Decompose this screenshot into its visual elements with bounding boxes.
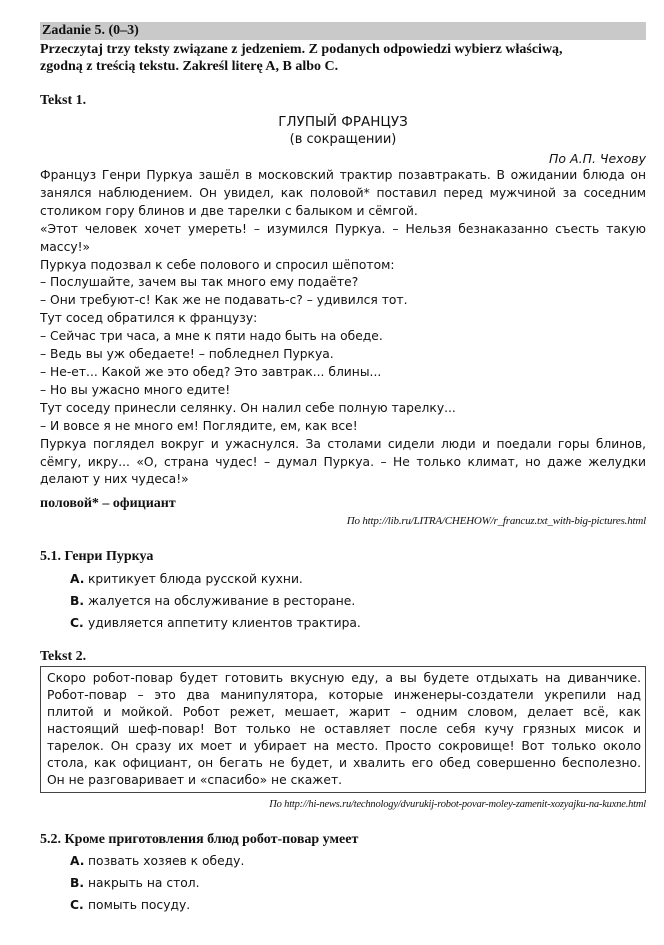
text1-label: Tekst 1. — [40, 93, 87, 108]
instruction-line: zgodną z treścią tekstu. Zakreśl literę A, B albo C. — [40, 59, 339, 74]
option-text: позвать хозяев к обеду. — [88, 854, 245, 869]
option-letter: A. — [70, 854, 85, 869]
option-letter: A. — [70, 572, 85, 587]
text2-line: Он не разговаривает и «спасибо» не скажет. — [47, 773, 343, 788]
option-a[interactable] — [70, 568, 646, 590]
exam-page — [40, 22, 646, 916]
option-letter: B. — [70, 876, 85, 891]
question-5-2-title: 5.2. Кроме приготовления блюд робот-повар умеет — [40, 832, 359, 848]
text1-title: ГЛУПЫЙ ФРАНЦУЗ — [278, 114, 408, 130]
text1-line: – И вовсе я не много ем! Поглядите, ем, как все! — [40, 418, 358, 433]
text1-line: Тут сосед обратился к французу: — [40, 311, 258, 326]
text1-line: «Этот человек хочет умереть! – изумился Пуркуа. – Нельзя безнаказанно съесть такую — [40, 221, 646, 236]
text1-line: сёмгу, икру... «О, страна чудес! – думал Пуркуа. – Не только климат, но даже желудки — [40, 454, 646, 469]
option-letter: B. — [70, 594, 85, 609]
task-header: Zadanie 5. (0–3) — [40, 22, 646, 40]
question-5-1-title: 5.1. Генри Пуркуа — [40, 549, 154, 565]
option-c[interactable] — [70, 612, 646, 634]
text2-line: настоящий шеф-повар! Вот только не оставляет после себя кучу грязных мисок и — [47, 722, 641, 737]
option-letter: C. — [70, 616, 84, 631]
text2-line: Робот-повар – это два манипулятора, которые инженеры-создатели укрепили над — [47, 688, 641, 703]
text1-line: Пуркуа поглядел вокруг и ужаснулся. За столами сидели люди и поедали горы блинов, — [40, 436, 646, 451]
question-5-1-options — [40, 568, 646, 634]
instruction-line: Przeczytaj trzy teksty związane z jedzeniem. Z podanych odpowiedzi wybierz właściwą, — [40, 42, 563, 57]
text1-author: По А.П. Чехову — [549, 151, 646, 166]
text2-box — [40, 666, 646, 793]
text1-line: – Они требуют-с! Как же не подавать-с? – удивился тот. — [40, 293, 408, 308]
option-text: удивляется аппетиту клиентов трактира. — [88, 616, 361, 631]
option-text: помыть посуду. — [88, 898, 191, 913]
option-text: жалуется на обслуживание в ресторане. — [88, 594, 356, 609]
text1-line: столиком гору блинов и две тарелки с балыком и сёмгой. — [40, 203, 418, 218]
question-5-2-options — [40, 850, 646, 916]
text1-line: – Послушайте, зачем вы так много ему подаёте? — [40, 275, 359, 290]
text1-footnote: половой* – официант — [40, 496, 176, 512]
text1-line: – Не-ет... Какой же это обед? Это завтрак... блины... — [40, 364, 382, 379]
task-instruction — [40, 41, 646, 75]
text1-line: Пуркуа подозвал к себе полового и спросил шёпотом: — [40, 257, 395, 272]
text1-line: занялся наблюдением. Он увидел, как половой* поставил перед мужчиной за соседним — [40, 185, 646, 200]
text1-line: – Ведь вы уж обедаете! – побледнел Пуркуа. — [40, 347, 334, 362]
option-letter: C. — [70, 898, 84, 913]
option-b[interactable] — [70, 872, 646, 894]
text2-line: плитой и мойкой. Робот режет, мешает, жарит – одним словом, делает всё, как — [47, 705, 641, 720]
text1-body — [40, 167, 646, 489]
text1-line: массу!» — [40, 239, 91, 254]
text1-source: По http://lib.ru/LITRA/CHEHOW/r_francuz.txt_with-big-pictures.html — [346, 515, 646, 528]
text1-line: – Сейчас три часа, а мне к пяти надо быть на обеде. — [40, 329, 383, 344]
option-text: накрыть на стол. — [88, 876, 200, 891]
text2-line: стола, как официант, он бегать не будет, и хвалить его обед совершенно бесполезно. — [47, 756, 641, 771]
text1-subtitle: (в сокращении) — [289, 132, 397, 147]
text2-source: По http://hi-news.ru/technology/dvurukij-robot-povar-moley-zamenit-xozyajku-na-kuxne.html — [269, 799, 646, 811]
text2-line: тарелок. Он сразу их моет и убирает на место. Просто сокровище! Вот только около — [47, 739, 641, 754]
text1-line: – Но вы ужасно много едите! — [40, 382, 231, 397]
text2-label: Tekst 2. — [40, 649, 87, 665]
option-text: критикует блюда русской кухни. — [88, 572, 303, 587]
text1-line: делают у них чудеса!» — [40, 472, 189, 487]
text1-line: Француз Генри Пуркуа зашёл в московский трактир позавтракать. В ожидании блюда он — [40, 168, 646, 182]
option-c[interactable] — [70, 894, 646, 916]
option-b[interactable] — [70, 590, 646, 612]
text1-line: Тут соседу принесли селянку. Он налил себе полную тарелку... — [40, 400, 456, 415]
text2-line: Скоро робот-повар будет готовить вкусную еду, а вы будете отдыхать на диванчике. — [47, 671, 641, 686]
option-a[interactable] — [70, 850, 646, 872]
